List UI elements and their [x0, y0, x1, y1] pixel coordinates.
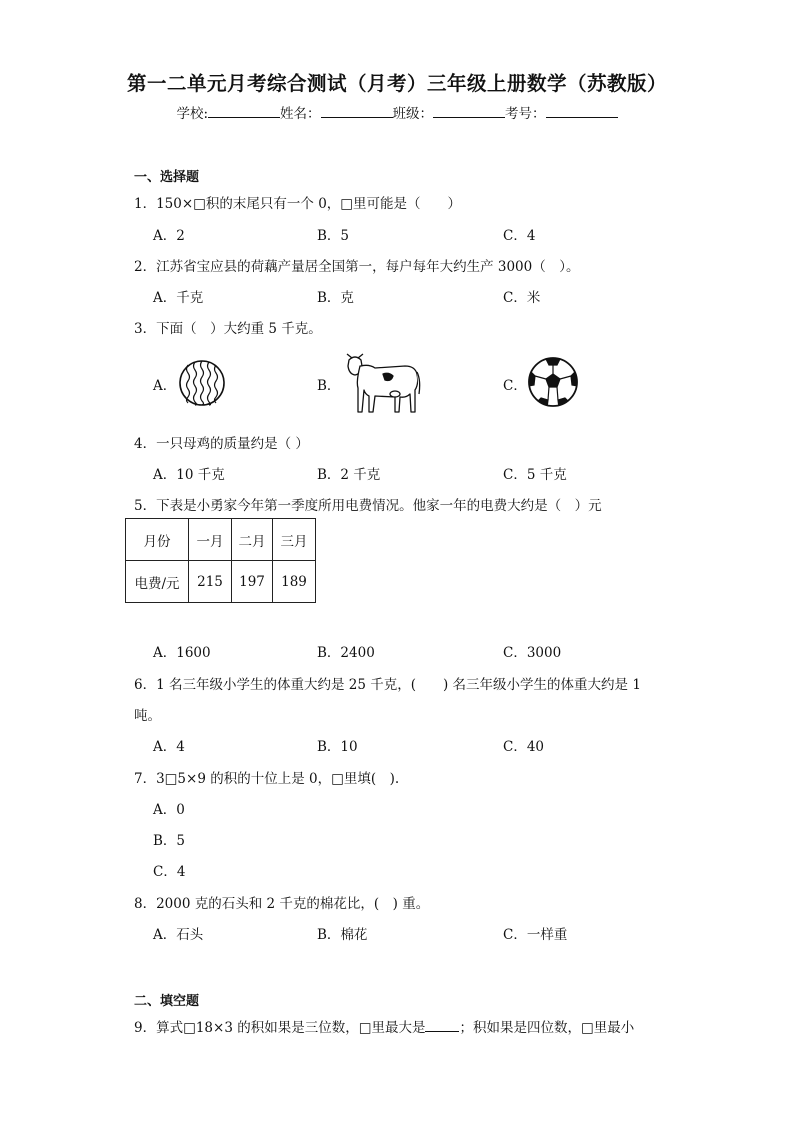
- table-cell: 215: [189, 561, 232, 603]
- question-9-part2: ；积如果是四位数，□里最小: [459, 1020, 635, 1036]
- table-row: [126, 519, 316, 561]
- q2-option-c[interactable]: C．米: [503, 290, 541, 306]
- q2-option-b[interactable]: B．克: [317, 290, 354, 306]
- q9-answer-blank[interactable]: [425, 1019, 459, 1032]
- q7-option-b[interactable]: B．5: [153, 833, 186, 849]
- q6-option-a[interactable]: A．4: [153, 739, 185, 755]
- q8-option-a[interactable]: A．石头: [153, 927, 204, 943]
- question-9-part1: 9．算式□18×3 的积如果是三位数，□里最大是: [134, 1020, 426, 1036]
- q5-option-a[interactable]: A．1600: [153, 645, 211, 661]
- question-9: [134, 1016, 634, 1036]
- q1-option-c[interactable]: C．4: [503, 228, 536, 244]
- class-field[interactable]: [433, 103, 505, 118]
- student-info-line: [0, 102, 794, 122]
- name-label: 姓名：: [280, 106, 321, 122]
- q7-option-a[interactable]: A．0: [153, 802, 185, 818]
- cow-icon: [343, 348, 423, 418]
- electricity-fee-table: [125, 518, 316, 603]
- table-header-cell: 月份: [126, 519, 189, 561]
- table-cell: 189: [273, 561, 316, 603]
- school-field[interactable]: [208, 103, 280, 118]
- q1-option-a[interactable]: A．2: [153, 228, 185, 244]
- number-label: 考号：: [505, 106, 546, 122]
- table-row: [126, 561, 316, 603]
- question-6-continued: 吨。: [134, 708, 161, 724]
- q4-option-b[interactable]: B．2 千克: [317, 467, 381, 483]
- section-choice-heading: 一、选择题: [134, 170, 200, 185]
- question-5: 5．下表是小勇家今年第一季度所用电费情况。他家一年的电费大约是（ ）元: [134, 498, 602, 514]
- soccer-ball-icon: [527, 356, 579, 408]
- table-cell: 197: [232, 561, 273, 603]
- question-1: 1．150×□积的末尾只有一个 0，□里可能是（ ）: [134, 196, 462, 212]
- q5-option-b[interactable]: B．2400: [317, 645, 375, 661]
- q2-option-a[interactable]: A．千克: [153, 290, 204, 306]
- question-7: 7．3□5×9 的积的十位上是 0，□里填( ).: [134, 771, 400, 787]
- class-label: 班级：: [392, 106, 434, 122]
- question-3: 3．下面（ ）大约重 5 千克。: [134, 321, 322, 337]
- table-header-cell: 一月: [189, 519, 232, 561]
- q4-option-c[interactable]: C．5 千克: [503, 467, 567, 483]
- q7-option-c[interactable]: C．4: [153, 864, 186, 880]
- q1-option-b[interactable]: B．5: [317, 228, 350, 244]
- school-label: 学校:: [176, 106, 209, 122]
- table-cell: 电费/元: [126, 561, 189, 603]
- question-4: 4．一只母鸡的质量约是（ ）: [134, 436, 309, 452]
- q6-option-c[interactable]: C．40: [503, 739, 545, 755]
- number-field[interactable]: [546, 103, 618, 118]
- watermelon-icon: [178, 359, 226, 407]
- table-header-cell: 三月: [273, 519, 316, 561]
- q4-option-a[interactable]: A．10 千克: [153, 467, 225, 483]
- question-8: 8．2000 克的石头和 2 千克的棉花比，( ) 重。: [134, 896, 430, 912]
- q6-option-b[interactable]: B．10: [317, 739, 358, 755]
- q8-option-b[interactable]: B．棉花: [317, 927, 368, 943]
- q3-option-b[interactable]: B．: [317, 378, 341, 394]
- q8-option-c[interactable]: C．一样重: [503, 927, 568, 943]
- page-title: 第一二单元月考综合测试（月考）三年级上册数学（苏教版）: [126, 72, 667, 95]
- question-2: 2．江苏省宝应县的荷藕产量居全国第一，每户每年大约生产 3000（ ）。: [134, 259, 580, 275]
- question-6: 6．1 名三年级小学生的体重大约是 25 千克，( ) 名三年级小学生的体重大约是 1: [134, 677, 641, 693]
- q3-option-c[interactable]: C．: [503, 378, 527, 394]
- q3-option-a[interactable]: A．: [153, 378, 177, 394]
- section-fill-heading: 二、填空题: [134, 994, 200, 1009]
- table-header-cell: 二月: [232, 519, 273, 561]
- name-field[interactable]: [321, 103, 393, 118]
- q5-option-c[interactable]: C．3000: [503, 645, 562, 661]
